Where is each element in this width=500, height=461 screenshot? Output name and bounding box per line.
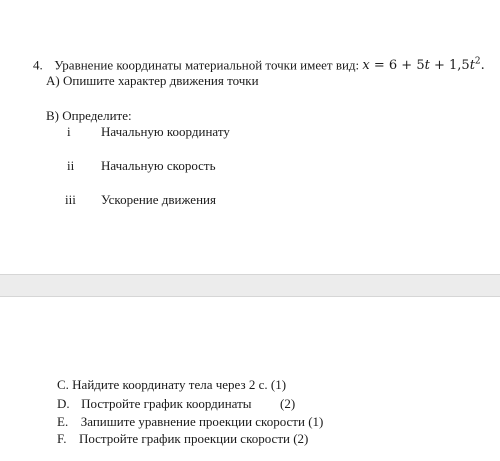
subitem-text: Начальную координату (101, 124, 230, 139)
subitem-text: Начальную скорость (101, 158, 216, 173)
part-a: А) Опишите характер движения точки (46, 73, 259, 88)
task-number: 4. (33, 57, 43, 73)
question-c: C. Найдите координату тела через 2 с. (1) (57, 377, 287, 392)
subitem-num: ii (67, 158, 75, 173)
task-statement: Уравнение координаты материальной точки имеет вид: (54, 57, 360, 73)
page-break-separator (0, 274, 500, 297)
motion-equation: $x = 6 + 5t + 1,5t^2$. (362, 57, 485, 74)
task-statement-line (33, 54, 485, 74)
part-b: В) Определите: (46, 108, 132, 123)
subitem-num: i (67, 124, 71, 139)
subitem-num: iii (65, 192, 76, 207)
question-d: D. Постройте график координаты (2) (57, 396, 296, 411)
question-e: E. Запишите уравнение проекции скорости (1) (57, 414, 324, 429)
document-page-bottom (0, 297, 500, 461)
subitem-text: Ускорение движения (101, 192, 216, 207)
question-f: F. Постройте график проекции скорости (2) (57, 431, 309, 446)
